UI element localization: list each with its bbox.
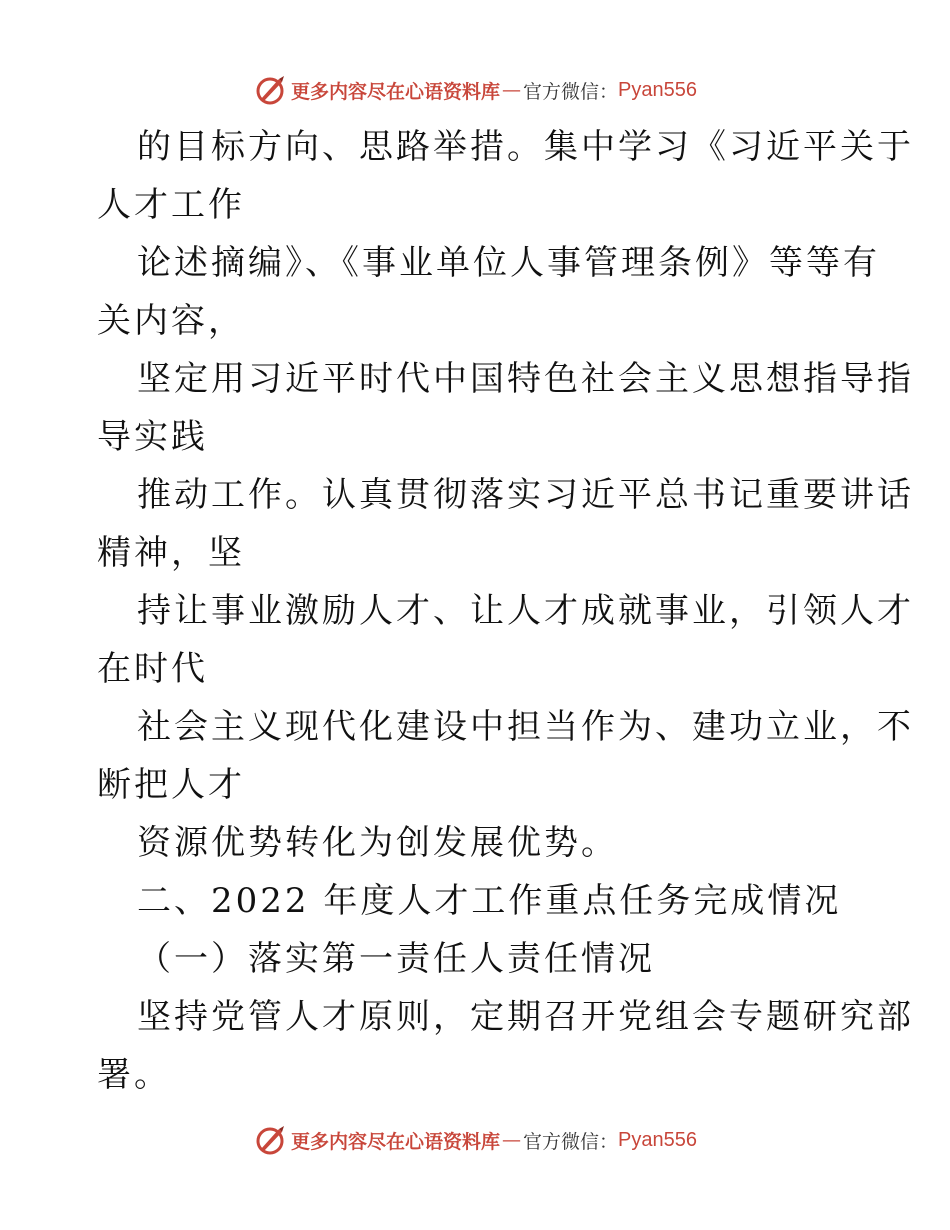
document-line: 精神，坚 — [97, 533, 245, 573]
contact-label: 官方微信： — [523, 80, 619, 103]
document-body — [97, 118, 914, 1104]
contact-label: 官方微信： — [523, 1130, 619, 1153]
header-banner — [0, 70, 950, 110]
document-line: 关内容， — [97, 301, 245, 341]
brand-text: 更多内容尽在心语资料库 — [291, 80, 501, 103]
contact-id: Pyan556 — [618, 1128, 697, 1151]
document-line: 署。 — [97, 1055, 171, 1095]
contact-id: Pyan556 — [618, 78, 697, 101]
footer-banner — [0, 1120, 950, 1160]
banner-dash: — — [502, 79, 522, 101]
document-line: 坚定用习近平时代中国特色社会主义思想指导指 — [137, 359, 914, 399]
document-line: 的目标方向、思路举措。集中学习《习近平关于 — [137, 127, 914, 167]
banner-dash: — — [502, 1129, 522, 1151]
brand-text: 更多内容尽在心语资料库 — [291, 1130, 501, 1153]
document-line: 人才工作 — [97, 185, 245, 225]
document-line: 断把人才 — [97, 765, 245, 805]
document-line: 推动工作。认真贯彻落实习近平总书记重要讲话 — [137, 475, 914, 515]
quill-pen-logo-icon — [253, 1123, 287, 1157]
document-line: 坚持党管人才原则，定期召开党组会专题研究部 — [137, 997, 914, 1037]
document-line: 持让事业激励人才、让人才成就事业，引领人才 — [137, 591, 914, 631]
document-line: （一）落实第一责任人责任情况 — [137, 939, 655, 979]
document-line: 论述摘编》、《事业单位人事管理条例》等等有 — [137, 243, 880, 283]
document-line: 导实践 — [97, 417, 208, 457]
quill-pen-logo-icon — [253, 73, 287, 107]
document-line: 二、2022 年度人才工作重点任务完成情况 — [137, 881, 842, 921]
document-line: 社会主义现代化建设中担当作为、建功立业，不 — [137, 707, 914, 747]
document-line: 资源优势转化为创发展优势。 — [137, 823, 618, 863]
document-line: 在时代 — [97, 649, 208, 689]
